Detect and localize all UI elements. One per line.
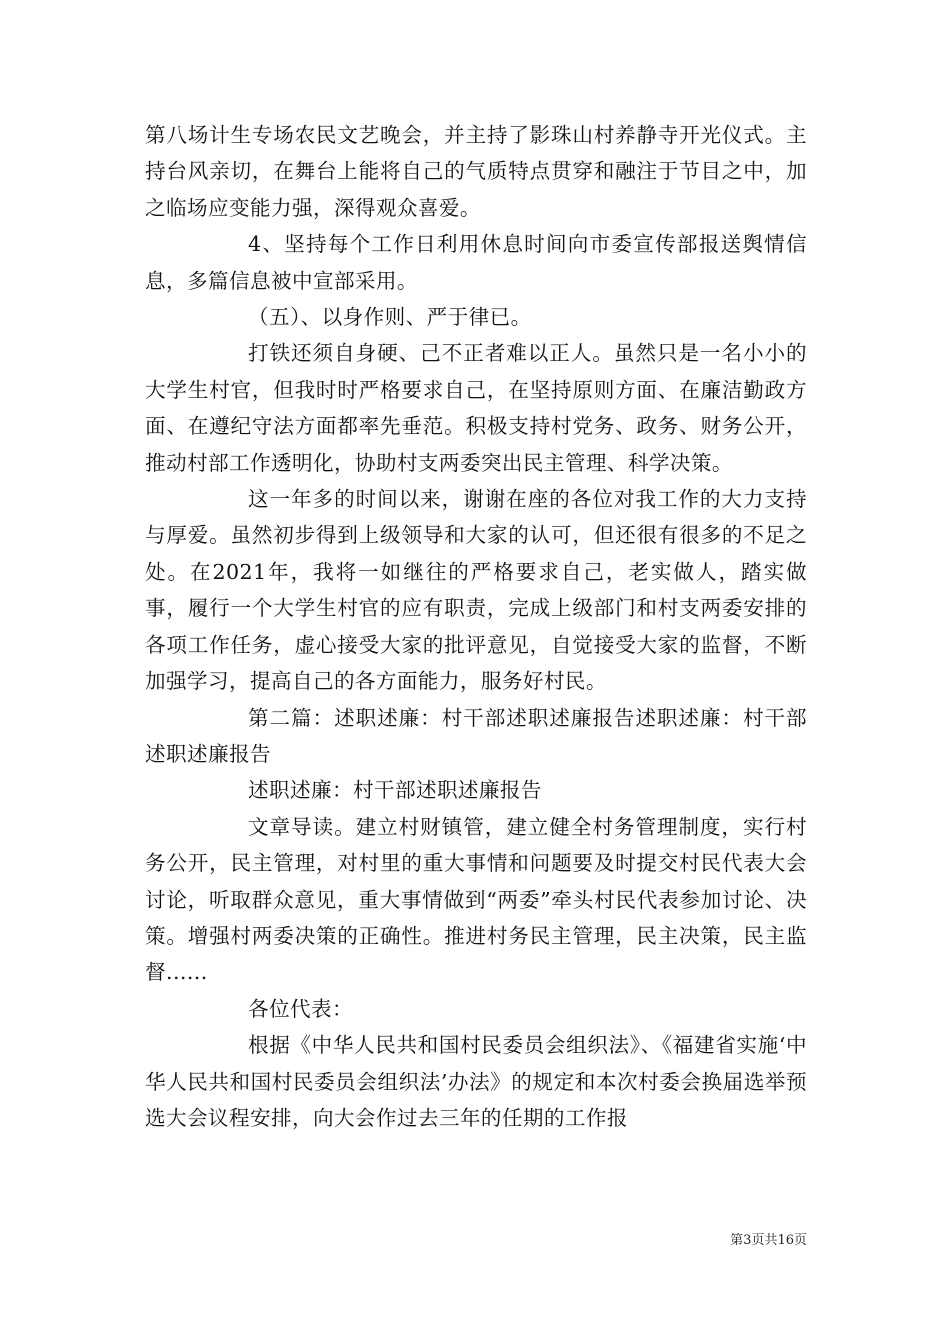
article-two-subtitle: 述职述廉：村干部述职述廉报告	[248, 778, 542, 803]
paragraph-continuation: 第八场计生专场农民文艺晚会，并主持了影珠山村养静寺开光仪式。主持台风亲切，在舞台上能将自己的气质特点贯穿和融注于节目之中，加之临场应变能力强，深得观众喜爱。	[145, 123, 807, 220]
paragraph-basis: 根据《中华人民共和国村民委员会组织法》、《福建省实施‘中华人民共和国村民委员会组织法’办法》的规定和本次村委会换届选举预选大会议程安排，向大会作过去三年的任期的工作报	[145, 1033, 807, 1130]
paragraph-integrity: 打铁还须自身硬、己不正者难以正人。虽然只是一名小小的大学生村官，但我时时严格要求自己，在坚持原则方面、在廉洁勤政方面、在遵纪守法方面都率先垂范。积极支持村党务、政务、财务公开，推动村部工作透明化，协助村支两委突出民主管理、科学决策。	[145, 341, 807, 475]
page-number-footer: 第3页共16页	[730, 1233, 807, 1248]
paragraph-closing: 这一年多的时间以来，谢谢在座的各位对我工作的大力支持与厚爱。虽然初步得到上级领导和大家的认可，但还很有很多的不足之处。在2021年，我将一如继往的严格要求自己，老实做人，踏实做事，履行一个大学生村官的应有职责，完成上级部门和村支两委安排的各项工作任务，虚心接受大家的批评意见，自觉接受大家的监督，不断加强学习，提高自己的各方面能力，服务好村民。	[145, 487, 807, 694]
paragraph-guide: 文章导读。建立村财镇管，建立健全村务管理制度，实行村务公开，民主管理，对村里的重大事情和问题要及时提交村民代表大会讨论，听取群众意见，重大事情做到“两委”牵头村民代表参加讨论、决策。增强村两委决策的正确性。推进村务民主管理，民主决策，民主监督......	[145, 814, 807, 985]
paragraph-item-4: 4、坚持每个工作日利用休息时间向市委宣传部报送舆情信息，多篇信息被中宣部采用。	[145, 232, 807, 293]
article-two-title: 第二篇：述职述廉：村干部述职述廉报告述职述廉：村干部述职述廉报告	[145, 705, 807, 766]
section-heading-5: （五）、以身作则、严于律已。	[248, 305, 532, 330]
salutation: 各位代表：	[248, 996, 353, 1021]
document-body	[145, 117, 807, 1136]
